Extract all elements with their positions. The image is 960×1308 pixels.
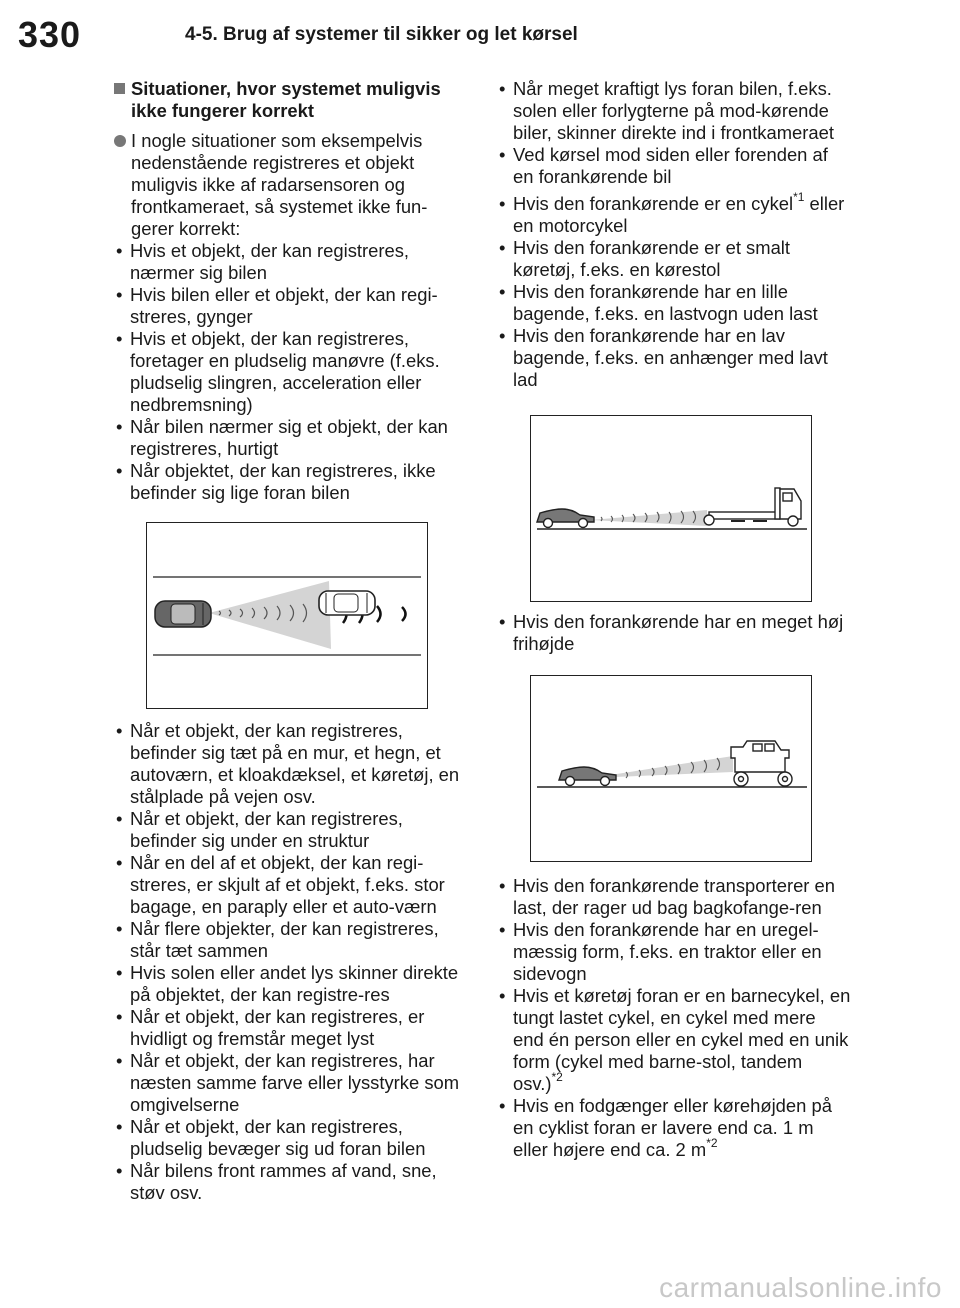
section-heading-text: Situationer, hvor systemet muligvis ikke fungerer korrekt <box>131 78 441 121</box>
right-column <box>496 78 851 1161</box>
intro-text: I nogle situationer som eksempelvis nedenstående registreres et objekt muligvis ikke af radarsensoren og frontkameraet, så systemet ikke fun-gerer korrekt: <box>131 130 428 239</box>
footnote-ref: *2 <box>551 1069 563 1084</box>
illustration-low-trailer <box>530 415 812 602</box>
list-item: • Hvis solen eller andet lys skinner direkte på objektet, der kan registre-res <box>113 962 468 1006</box>
illustration-offset-vehicle <box>146 522 428 709</box>
list-item: • Hvis den forankørende har en uregel-mæssig form, f.eks. en traktor eller en sidevogn <box>496 919 851 985</box>
illustration-high-clearance <box>530 675 812 862</box>
target-car-icon <box>319 591 375 615</box>
footnote-ref: *2 <box>706 1135 718 1150</box>
list-item: • Ved kørsel mod siden eller forenden af en forankørende bil <box>496 144 851 188</box>
section-heading <box>113 78 468 122</box>
bullet-list-right-d <box>496 875 851 1161</box>
page-header <box>0 0 960 70</box>
list-item: • Hvis den forankørende er et smalt køretøj, f.eks. en kørestol <box>496 237 851 281</box>
list-item: • Når et objekt, der kan registreres, pludselig bevæger sig ud foran bilen <box>113 1116 468 1160</box>
list-item: • Når flere objekter, der kan registreres, står tæt sammen <box>113 918 468 962</box>
footnote-ref: *1 <box>793 189 805 204</box>
list-item: • Når et objekt, der kan registreres, befinder sig under en struktur <box>113 808 468 852</box>
page-number: 330 <box>18 14 82 55</box>
bullet-list-top <box>113 240 468 504</box>
own-car-icon <box>559 767 616 786</box>
list-item: • Når et objekt, der kan registreres, er hvidligt og fremstår meget lyst <box>113 1006 468 1050</box>
list-item: • Når bilens front rammes af vand, sne, støv osv. <box>113 1160 468 1204</box>
bicycle-text-after: eller en motorcykel <box>513 193 845 236</box>
watermark: carmanualsonline.info <box>659 1272 942 1303</box>
list-item: • Når en del af et objekt, der kan regi-streres, er skjult af et objekt, f.eks. stor bagage, en paraply eller et auto-værn <box>113 852 468 918</box>
trailer-icon <box>704 488 801 526</box>
circle-bullet-icon <box>114 135 126 147</box>
child-bike-text: Hvis et køretøj foran er en barnecykel, en tungt lastet cykel, en cykel med mere end én person eller en cykel med en unik form (cykel med barne-stol, tandem osv.) <box>513 985 851 1094</box>
intro-paragraph <box>113 130 468 240</box>
list-item-pedestrian <box>496 1095 851 1161</box>
own-car-icon <box>155 601 211 627</box>
list-item: • Når et objekt, der kan registreres, har næsten samme farve eller lysstyrke som omgivelserne <box>113 1050 468 1116</box>
bullet-list-bottom <box>113 720 468 1204</box>
list-item: • Hvis den forankørende har en lav bagende, f.eks. en anhænger med lavt lad <box>496 325 851 391</box>
pedestrian-text: Hvis en fodgænger eller kørehøjden på en cyklist foran er lavere end ca. 1 m eller højere end ca. 2 m <box>513 1095 832 1160</box>
list-item: • Hvis et objekt, der kan registreres, nærmer sig bilen <box>113 240 468 284</box>
bullet-list-right-a <box>496 78 851 391</box>
square-bullet-icon <box>114 83 125 94</box>
list-item-bicycle <box>496 189 851 237</box>
list-item: • Hvis den forankørende har en meget høj frihøjde <box>496 611 851 655</box>
list-item: • Når et objekt, der kan registreres, befinder sig tæt på en mur, et hegn, et autoværn, et kloakdæksel, et køretøj, en stålplade på vejen osv. <box>113 720 468 808</box>
own-car-icon <box>537 509 594 528</box>
bicycle-text: Hvis den forankørende er en cykel <box>513 193 794 214</box>
list-item: • Når meget kraftigt lys foran bilen, f.eks. solen eller forlygterne på mod-kørende biler, skinner direkte ind i frontkameraet <box>496 78 851 144</box>
high-clearance-vehicle-icon <box>731 741 792 786</box>
list-item: • Hvis et objekt, der kan registreres, foretager en pludselig manøvre (f.eks. pludselig slingren, acceleration eller nedbremsning) <box>113 328 468 416</box>
list-item: • Hvis den forankørende transporterer en last, der rager ud bag bagkofange-ren <box>496 875 851 919</box>
list-item: • Når bilen nærmer sig et objekt, der kan registreres, hurtigt <box>113 416 468 460</box>
list-item: • Hvis bilen eller et objekt, der kan regi-streres, gynger <box>113 284 468 328</box>
section-title: 4-5. Brug af systemer til sikker og let kørsel <box>185 24 578 45</box>
left-column <box>113 78 468 1204</box>
list-item-child-bike <box>496 985 851 1095</box>
list-item: • Hvis den forankørende har en lille bagende, f.eks. en lastvogn uden last <box>496 281 851 325</box>
list-item: • Når objektet, der kan registreres, ikke befinder sig lige foran bilen <box>113 460 468 504</box>
bullet-list-right-c <box>496 611 851 655</box>
